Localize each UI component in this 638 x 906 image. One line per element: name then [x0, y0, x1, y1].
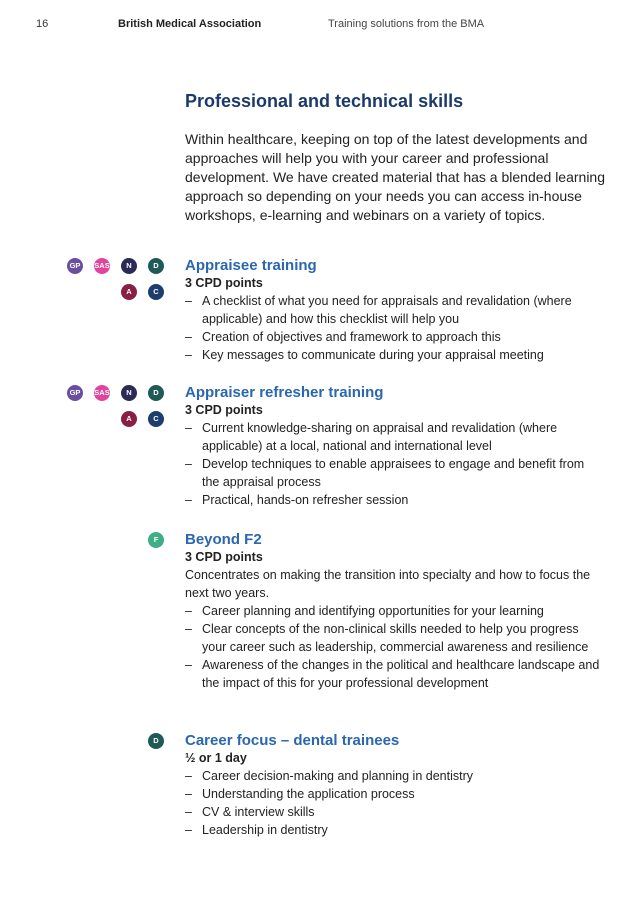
badge-gp: GP	[67, 258, 83, 274]
badge-d: D	[148, 385, 164, 401]
badge-n: N	[121, 385, 137, 401]
course-duration: ½ or 1 day	[185, 751, 247, 765]
badge-n: N	[121, 258, 137, 274]
badge-a: A	[121, 411, 137, 427]
header-subtitle: Training solutions from the BMA	[328, 18, 485, 30]
course-details	[185, 731, 605, 839]
badge-sas: SAS	[94, 385, 110, 401]
course-bullets	[185, 292, 605, 364]
badge-f: F	[148, 532, 164, 548]
bullet-item: – Awareness of the changes in the political and healthcare landscape and the impact of this for your professional development	[185, 656, 605, 692]
course-details	[185, 256, 605, 364]
bullet-item: – CV & interview skills	[185, 803, 605, 821]
page-number: 16	[36, 18, 49, 30]
badge-c: C	[148, 411, 164, 427]
badge-a: A	[121, 284, 137, 300]
bullet-item: – Leadership in dentistry	[185, 821, 605, 839]
organisation-name: British Medical Association	[118, 18, 262, 30]
course-bullets	[185, 602, 605, 692]
bullet-item: – Develop techniques to enable appraisees to engage and benefit from the appraisal process	[185, 455, 605, 491]
bullet-item: – Understanding the application process	[185, 785, 605, 803]
course-description: Concentrates on making the transition into specialty and how to focus the next two years.	[185, 568, 591, 600]
bullet-item: – A checklist of what you need for appraisals and revalidation (where applicable) and how this checklist will help you	[185, 292, 605, 328]
page-title: Professional and technical skills	[185, 91, 464, 111]
badge-c: C	[148, 284, 164, 300]
course-title: Appraisee training	[185, 257, 317, 274]
course-details	[185, 530, 605, 692]
bullet-item: – Current knowledge-sharing on appraisal and revalidation (where applicable) at a local, national and international level	[185, 419, 605, 455]
badge-d: D	[148, 733, 164, 749]
badge-sas: SAS	[94, 258, 110, 274]
course-duration: 3 CPD points	[185, 550, 263, 564]
course-bullets	[185, 419, 605, 509]
course-details	[185, 383, 605, 509]
intro-paragraph: Within healthcare, keeping on top of the latest developments and approaches will help you with your career and professional development. We have created material that has a blended learning approach so depending on your needs you can access in-house workshops, e-learning and webinars on a variety of topics.	[185, 131, 606, 223]
bullet-item: – Clear concepts of the non-clinical skills needed to help you progress your career such as leadership, commercial awareness and resilience	[185, 620, 605, 656]
bullet-item: – Key messages to communicate during your appraisal meeting	[185, 346, 605, 364]
page-header	[0, 18, 638, 34]
course-title: Beyond F2	[185, 531, 262, 548]
course-title: Appraiser refresher training	[185, 384, 384, 401]
bullet-item: – Career planning and identifying opportunities for your learning	[185, 602, 605, 620]
bullet-item: – Career decision-making and planning in dentistry	[185, 767, 605, 785]
bullet-item: – Practical, hands-on refresher session	[185, 491, 605, 509]
intro-block	[185, 90, 605, 235]
course-bullets	[185, 767, 605, 839]
course-title: Career focus – dental trainees	[185, 732, 400, 749]
badge-d: D	[148, 258, 164, 274]
badge-gp: GP	[67, 385, 83, 401]
course-duration: 3 CPD points	[185, 403, 263, 417]
bullet-item: – Creation of objectives and framework to approach this	[185, 328, 605, 346]
course-duration: 3 CPD points	[185, 276, 263, 290]
